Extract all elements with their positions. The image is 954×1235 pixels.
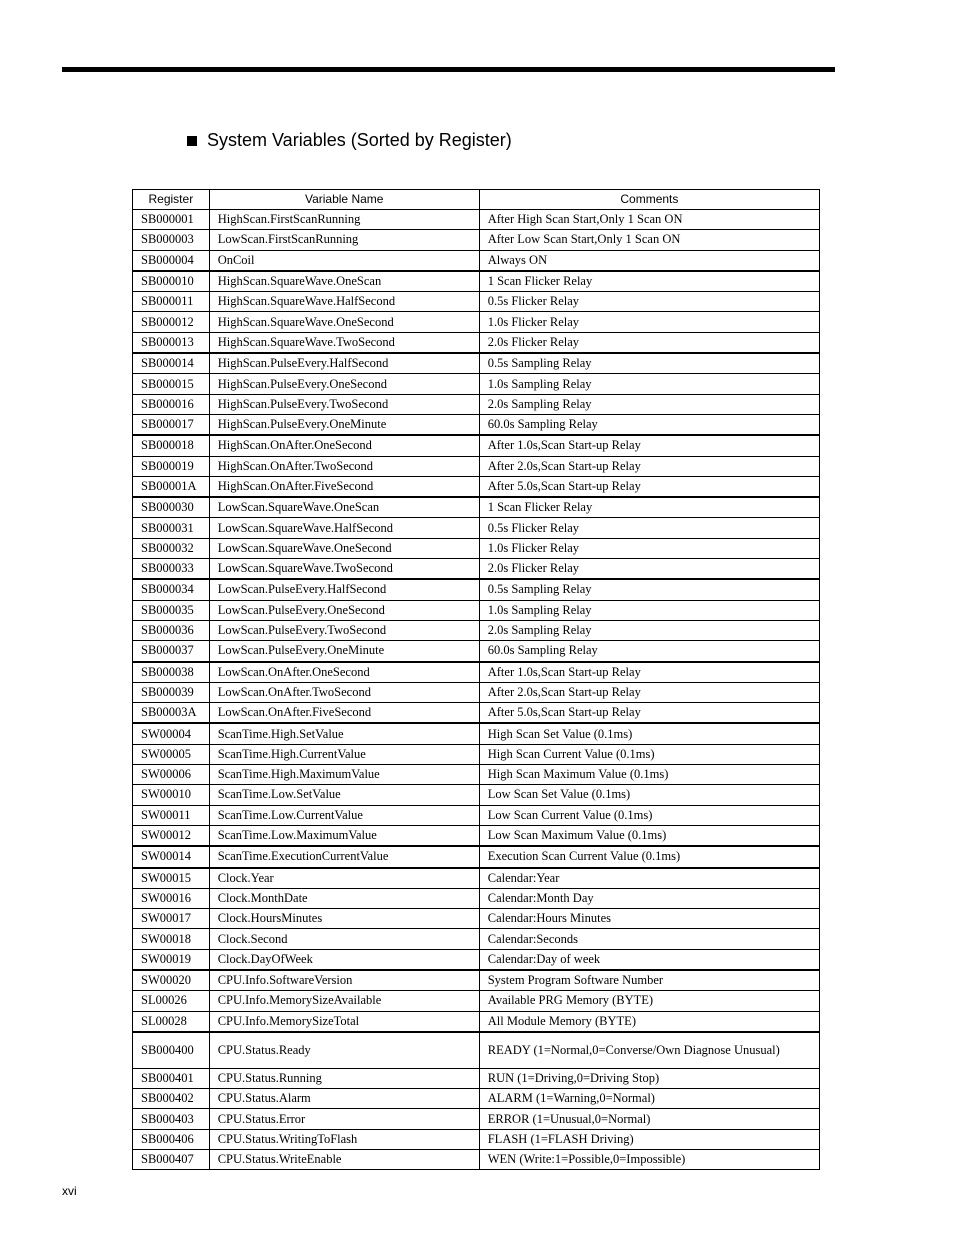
variable-name-cell: CPU.Status.Alarm bbox=[209, 1089, 479, 1109]
register-cell: SW00012 bbox=[133, 825, 210, 846]
table-row bbox=[133, 394, 820, 414]
comments-cell: After 2.0s,Scan Start-up Relay bbox=[479, 682, 819, 702]
register-cell: SW00020 bbox=[133, 970, 210, 991]
register-cell: SW00015 bbox=[133, 868, 210, 889]
comments-cell: 1.0s Sampling Relay bbox=[479, 374, 819, 394]
comments-cell: 1.0s Flicker Relay bbox=[479, 312, 819, 332]
comments-cell: 0.5s Flicker Relay bbox=[479, 518, 819, 538]
variable-name-cell: HighScan.PulseEvery.OneSecond bbox=[209, 374, 479, 394]
comments-cell: 0.5s Sampling Relay bbox=[479, 579, 819, 600]
table-row bbox=[133, 929, 820, 949]
register-cell: SB000037 bbox=[133, 641, 210, 662]
comments-cell: 0.5s Sampling Relay bbox=[479, 353, 819, 374]
register-cell: SB000402 bbox=[133, 1089, 210, 1109]
comments-cell: High Scan Maximum Value (0.1ms) bbox=[479, 765, 819, 785]
comments-cell: 1.0s Sampling Relay bbox=[479, 600, 819, 620]
register-cell: SW00005 bbox=[133, 744, 210, 764]
register-cell: SB000013 bbox=[133, 332, 210, 353]
variable-name-cell: OnCoil bbox=[209, 250, 479, 271]
variable-name-cell: LowScan.OnAfter.TwoSecond bbox=[209, 682, 479, 702]
comments-cell: High Scan Current Value (0.1ms) bbox=[479, 744, 819, 764]
table-row bbox=[133, 250, 820, 271]
variable-name-cell: Clock.Year bbox=[209, 868, 479, 889]
variable-name-cell: HighScan.SquareWave.OneSecond bbox=[209, 312, 479, 332]
comments-cell: Calendar:Hours Minutes bbox=[479, 909, 819, 929]
variable-name-cell: CPU.Status.WriteEnable bbox=[209, 1150, 479, 1170]
comments-cell: After Low Scan Start,Only 1 Scan ON bbox=[479, 230, 819, 250]
comments-cell: 2.0s Flicker Relay bbox=[479, 332, 819, 353]
table-body bbox=[133, 210, 820, 1170]
variable-name-cell: ScanTime.High.MaximumValue bbox=[209, 765, 479, 785]
variable-name-cell: LowScan.SquareWave.OneSecond bbox=[209, 538, 479, 558]
register-cell: SB000400 bbox=[133, 1032, 210, 1069]
comments-cell: Calendar:Year bbox=[479, 868, 819, 889]
variable-name-cell: LowScan.FirstScanRunning bbox=[209, 230, 479, 250]
comments-cell: 1 Scan Flicker Relay bbox=[479, 271, 819, 292]
table-row bbox=[133, 785, 820, 805]
system-variables-table bbox=[132, 189, 820, 1170]
table-row bbox=[133, 353, 820, 374]
register-cell: SL00026 bbox=[133, 991, 210, 1011]
comments-cell: Low Scan Current Value (0.1ms) bbox=[479, 805, 819, 825]
table-row bbox=[133, 1032, 820, 1069]
comments-cell: Available PRG Memory (BYTE) bbox=[479, 991, 819, 1011]
table-row bbox=[133, 949, 820, 970]
table-row bbox=[133, 909, 820, 929]
comments-cell: 0.5s Flicker Relay bbox=[479, 292, 819, 312]
register-cell: SB000032 bbox=[133, 538, 210, 558]
variable-name-cell: LowScan.SquareWave.HalfSecond bbox=[209, 518, 479, 538]
comments-cell: After 2.0s,Scan Start-up Relay bbox=[479, 456, 819, 476]
section-heading-text: System Variables (Sorted by Register) bbox=[207, 130, 512, 150]
comments-cell: 1.0s Flicker Relay bbox=[479, 538, 819, 558]
register-cell: SW00018 bbox=[133, 929, 210, 949]
variable-name-cell: HighScan.SquareWave.TwoSecond bbox=[209, 332, 479, 353]
register-cell: SB000038 bbox=[133, 662, 210, 683]
register-cell: SB000010 bbox=[133, 271, 210, 292]
comments-cell: 60.0s Sampling Relay bbox=[479, 414, 819, 435]
register-cell: SB00003A bbox=[133, 703, 210, 724]
table-row bbox=[133, 210, 820, 230]
variable-name-cell: HighScan.OnAfter.FiveSecond bbox=[209, 476, 479, 497]
table-row bbox=[133, 1011, 820, 1032]
variable-name-cell: LowScan.PulseEvery.TwoSecond bbox=[209, 620, 479, 640]
table-row bbox=[133, 435, 820, 456]
register-cell: SW00014 bbox=[133, 846, 210, 867]
variable-name-cell: LowScan.SquareWave.OneScan bbox=[209, 497, 479, 518]
variable-name-cell: Clock.MonthDate bbox=[209, 888, 479, 908]
top-rule bbox=[62, 67, 835, 72]
comments-cell: 2.0s Sampling Relay bbox=[479, 394, 819, 414]
variable-name-cell: HighScan.PulseEvery.OneMinute bbox=[209, 414, 479, 435]
table-row bbox=[133, 662, 820, 683]
variable-name-cell: CPU.Status.WritingToFlash bbox=[209, 1129, 479, 1149]
comments-cell: System Program Software Number bbox=[479, 970, 819, 991]
register-cell: SL00028 bbox=[133, 1011, 210, 1032]
register-cell: SW00016 bbox=[133, 888, 210, 908]
register-cell: SB000401 bbox=[133, 1068, 210, 1088]
header-register: Register bbox=[133, 190, 210, 210]
register-cell: SW00011 bbox=[133, 805, 210, 825]
table-row bbox=[133, 888, 820, 908]
table-row bbox=[133, 579, 820, 600]
variable-name-cell: HighScan.SquareWave.HalfSecond bbox=[209, 292, 479, 312]
comments-cell: After 5.0s,Scan Start-up Relay bbox=[479, 476, 819, 497]
comments-cell: 2.0s Flicker Relay bbox=[479, 559, 819, 580]
variable-name-cell: HighScan.PulseEvery.HalfSecond bbox=[209, 353, 479, 374]
variable-name-cell: HighScan.SquareWave.OneScan bbox=[209, 271, 479, 292]
variable-name-cell: LowScan.OnAfter.OneSecond bbox=[209, 662, 479, 683]
variable-name-cell: LowScan.PulseEvery.OneSecond bbox=[209, 600, 479, 620]
variable-name-cell: HighScan.PulseEvery.TwoSecond bbox=[209, 394, 479, 414]
table-row bbox=[133, 374, 820, 394]
register-cell: SB00001A bbox=[133, 476, 210, 497]
register-cell: SB000014 bbox=[133, 353, 210, 374]
register-cell: SB000403 bbox=[133, 1109, 210, 1129]
comments-cell: After 1.0s,Scan Start-up Relay bbox=[479, 662, 819, 683]
variable-name-cell: LowScan.PulseEvery.OneMinute bbox=[209, 641, 479, 662]
table-row bbox=[133, 805, 820, 825]
table-row bbox=[133, 312, 820, 332]
register-cell: SB000018 bbox=[133, 435, 210, 456]
table-row bbox=[133, 518, 820, 538]
table-row bbox=[133, 825, 820, 846]
variable-name-cell: LowScan.PulseEvery.HalfSecond bbox=[209, 579, 479, 600]
variable-name-cell: CPU.Status.Running bbox=[209, 1068, 479, 1088]
register-cell: SB000004 bbox=[133, 250, 210, 271]
header-comments: Comments bbox=[479, 190, 819, 210]
table-row bbox=[133, 1150, 820, 1170]
table-row bbox=[133, 620, 820, 640]
table-row bbox=[133, 538, 820, 558]
table-row bbox=[133, 723, 820, 744]
register-cell: SB000406 bbox=[133, 1129, 210, 1149]
page-number: xvi bbox=[62, 1184, 77, 1198]
register-cell: SB000016 bbox=[133, 394, 210, 414]
variable-name-cell: ScanTime.Low.MaximumValue bbox=[209, 825, 479, 846]
register-cell: SB000015 bbox=[133, 374, 210, 394]
variable-name-cell: Clock.Second bbox=[209, 929, 479, 949]
comments-cell: Calendar:Month Day bbox=[479, 888, 819, 908]
variable-name-cell: HighScan.OnAfter.TwoSecond bbox=[209, 456, 479, 476]
register-cell: SB000034 bbox=[133, 579, 210, 600]
table-row bbox=[133, 1068, 820, 1088]
register-cell: SB000003 bbox=[133, 230, 210, 250]
register-cell: SB000036 bbox=[133, 620, 210, 640]
variable-name-cell: HighScan.OnAfter.OneSecond bbox=[209, 435, 479, 456]
comments-cell: 60.0s Sampling Relay bbox=[479, 641, 819, 662]
variable-name-cell: ScanTime.ExecutionCurrentValue bbox=[209, 846, 479, 867]
register-cell: SW00019 bbox=[133, 949, 210, 970]
table-row bbox=[133, 476, 820, 497]
variable-name-cell: ScanTime.Low.SetValue bbox=[209, 785, 479, 805]
table-row bbox=[133, 559, 820, 580]
comments-cell: RUN (1=Driving,0=Driving Stop) bbox=[479, 1068, 819, 1088]
table-row bbox=[133, 456, 820, 476]
comments-cell: 2.0s Sampling Relay bbox=[479, 620, 819, 640]
comments-cell: WEN (Write:1=Possible,0=Impossible) bbox=[479, 1150, 819, 1170]
variable-name-cell: CPU.Status.Error bbox=[209, 1109, 479, 1129]
register-cell: SW00010 bbox=[133, 785, 210, 805]
variable-name-cell: CPU.Info.SoftwareVersion bbox=[209, 970, 479, 991]
variable-name-cell: ScanTime.High.SetValue bbox=[209, 723, 479, 744]
table-row bbox=[133, 414, 820, 435]
variable-name-cell: ScanTime.Low.CurrentValue bbox=[209, 805, 479, 825]
comments-cell: ALARM (1=Warning,0=Normal) bbox=[479, 1089, 819, 1109]
register-cell: SB000033 bbox=[133, 559, 210, 580]
table-header-row bbox=[133, 190, 820, 210]
comments-cell: High Scan Set Value (0.1ms) bbox=[479, 723, 819, 744]
register-cell: SB000035 bbox=[133, 600, 210, 620]
register-cell: SB000030 bbox=[133, 497, 210, 518]
register-cell: SB000407 bbox=[133, 1150, 210, 1170]
table-row bbox=[133, 332, 820, 353]
register-cell: SW00017 bbox=[133, 909, 210, 929]
register-cell: SW00004 bbox=[133, 723, 210, 744]
comments-cell: Low Scan Set Value (0.1ms) bbox=[479, 785, 819, 805]
table-row bbox=[133, 991, 820, 1011]
comments-cell: Calendar:Day of week bbox=[479, 949, 819, 970]
comments-cell: After 5.0s,Scan Start-up Relay bbox=[479, 703, 819, 724]
register-cell: SB000001 bbox=[133, 210, 210, 230]
comments-cell: After High Scan Start,Only 1 Scan ON bbox=[479, 210, 819, 230]
table-row bbox=[133, 271, 820, 292]
table-row bbox=[133, 765, 820, 785]
register-cell: SB000019 bbox=[133, 456, 210, 476]
variable-name-cell: CPU.Status.Ready bbox=[209, 1032, 479, 1069]
table-row bbox=[133, 230, 820, 250]
comments-cell: FLASH (1=FLASH Driving) bbox=[479, 1129, 819, 1149]
register-cell: SW00006 bbox=[133, 765, 210, 785]
comments-cell: ERROR (1=Unusual,0=Normal) bbox=[479, 1109, 819, 1129]
comments-cell: After 1.0s,Scan Start-up Relay bbox=[479, 435, 819, 456]
comments-cell: Execution Scan Current Value (0.1ms) bbox=[479, 846, 819, 867]
variable-name-cell: HighScan.FirstScanRunning bbox=[209, 210, 479, 230]
variable-name-cell: Clock.DayOfWeek bbox=[209, 949, 479, 970]
table-row bbox=[133, 703, 820, 724]
comments-cell: READY (1=Normal,0=Converse/Own Diagnose Unusual) bbox=[479, 1032, 819, 1069]
table-row bbox=[133, 641, 820, 662]
header-variable-name: Variable Name bbox=[209, 190, 479, 210]
comments-cell: Always ON bbox=[479, 250, 819, 271]
variable-name-cell: CPU.Info.MemorySizeTotal bbox=[209, 1011, 479, 1032]
table-row bbox=[133, 600, 820, 620]
comments-cell: Calendar:Seconds bbox=[479, 929, 819, 949]
variable-name-cell: LowScan.SquareWave.TwoSecond bbox=[209, 559, 479, 580]
comments-cell: 1 Scan Flicker Relay bbox=[479, 497, 819, 518]
table-row bbox=[133, 744, 820, 764]
table-row bbox=[133, 970, 820, 991]
table-row bbox=[133, 1089, 820, 1109]
table-row bbox=[133, 868, 820, 889]
register-cell: SB000011 bbox=[133, 292, 210, 312]
comments-cell: Low Scan Maximum Value (0.1ms) bbox=[479, 825, 819, 846]
comments-cell: All Module Memory (BYTE) bbox=[479, 1011, 819, 1032]
variable-name-cell: CPU.Info.MemorySizeAvailable bbox=[209, 991, 479, 1011]
table-row bbox=[133, 497, 820, 518]
register-cell: SB000017 bbox=[133, 414, 210, 435]
table-row bbox=[133, 1109, 820, 1129]
section-heading bbox=[187, 130, 512, 151]
square-bullet-icon bbox=[187, 136, 197, 146]
table-row bbox=[133, 292, 820, 312]
register-cell: SB000031 bbox=[133, 518, 210, 538]
variable-name-cell: LowScan.OnAfter.FiveSecond bbox=[209, 703, 479, 724]
variable-name-cell: ScanTime.High.CurrentValue bbox=[209, 744, 479, 764]
register-cell: SB000012 bbox=[133, 312, 210, 332]
variable-name-cell: Clock.HoursMinutes bbox=[209, 909, 479, 929]
table-row bbox=[133, 682, 820, 702]
table-row bbox=[133, 846, 820, 867]
table-row bbox=[133, 1129, 820, 1149]
register-cell: SB000039 bbox=[133, 682, 210, 702]
